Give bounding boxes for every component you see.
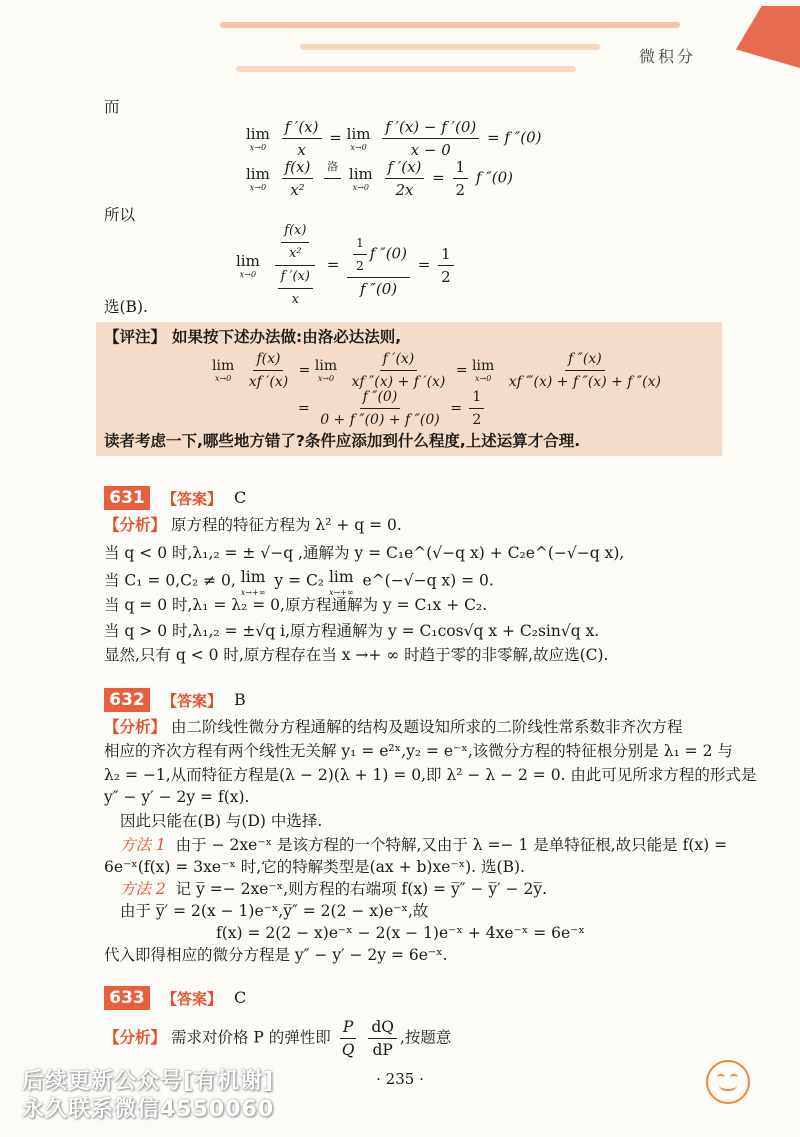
problem-number-632: 632 xyxy=(104,688,150,712)
answer-label: 【答案】 xyxy=(162,990,223,1008)
header-stripe xyxy=(300,44,600,50)
text-choice: 选(B). xyxy=(104,298,148,316)
p631-line-3: 当 C₁ = 0,C₂ ≠ 0, lim x→+∞ y = C₂ lim x→+∞ e^(−√−q x) = 0. xyxy=(104,568,494,597)
text-er: 而 xyxy=(104,98,120,116)
p632-line-10: f(x) = 2(2 − x)e⁻ˣ − 2(x − 1)e⁻ˣ + 4xe⁻ˣ = 6e⁻ˣ xyxy=(216,924,585,942)
p632-line-8: 方法 2 记 y̅ =− 2xe⁻ˣ,则方程的右端项 f(x) = y̅″ − y̅′ − 2y̅. xyxy=(120,880,548,898)
header-stripe xyxy=(220,22,680,28)
equation-2: lim x→0 $\frac{f(x)}{\text{x²}}$ 洛 lim x→0 $\frac{f '(x)}{2x}$ = $\frac{1}{2}$ f ″(0) xyxy=(246,158,514,199)
note-question: 读者考虑一下,哪些地方错了?条件应添加到什么程度,上述运算才合理. xyxy=(104,432,581,450)
smiley-icon xyxy=(706,1060,750,1104)
p631-line-4: 当 q = 0 时,λ₁ = λ₂ = 0,原方程通解为 y = C₁x + C₂. xyxy=(104,596,488,614)
p633-line-1: 【分析】 需求对价格 P 的弹性即 $\frac{P}{Q}$ $\frac{dQ}{dP}$ ,按题意 xyxy=(104,1018,452,1059)
p632-line-5: 因此只能在(B) 与(D) 中选择. xyxy=(120,812,323,830)
p632-line-9: 由于 y̅′ = 2(x − 1)e⁻ˣ,y̅″ = 2(2 − x)e⁻ˣ,故 xyxy=(120,902,429,920)
page-number: · 235 · xyxy=(376,1070,424,1088)
p631-line-6: 显然,只有 q < 0 时,原方程存在当 x →+ ∞ 时趋于零的非零解,故应选(C). xyxy=(104,646,609,664)
problem-number-633: 633 xyxy=(104,986,150,1010)
problem-number-631: 631 xyxy=(104,486,150,510)
p632-line-11: 代入即得相应的微分方程是 y″ − y′ − 2y = 6e⁻ˣ. xyxy=(104,946,448,964)
note-equation-2: = $\frac{f ''(0)}{0 + f ''(0) + f ''(0)}$ = $\frac{1}{2}$ xyxy=(298,388,487,429)
answer-631: C xyxy=(234,488,247,507)
corner-tab xyxy=(736,6,800,68)
p632-line-7: 6e⁻ˣ(f(x) = 3xe⁻ˣ 时,它的特解类型是(ax + b)xe⁻ˣ). 选(B). xyxy=(104,858,525,876)
p632-line-6: 方法 1 由于 − 2xe⁻ˣ 是该方程的一个特解,又由于 λ =− 1 是单特征根,故只能是 f(x) = xyxy=(120,836,728,854)
answer-label: 【答案】 xyxy=(162,490,223,508)
equation-1: lim x→0 $\frac{f '(x)}{x}$ = lim x→0 $\frac{f '(x) - f '(0)}{x - 0}$ = f ″(0) xyxy=(246,118,542,159)
p632-line-3: λ₂ = −1,从而特征方程是(λ − 2)(λ + 1) = 0,即 λ² − λ − 2 = 0. 由此可见所求方程的形式是 xyxy=(104,766,757,784)
p632-line-2: 相应的齐次方程有两个线性无关解 y₁ = e²ˣ,y₂ = e⁻ˣ,该微分方程的特征根分别是 λ₁ = 2 与 xyxy=(104,742,733,760)
text-suoyi: 所以 xyxy=(104,206,136,224)
running-header: 微积分 xyxy=(638,47,696,66)
answer-632: B xyxy=(234,690,246,709)
watermark-line-2: 永久联系微信4550060 xyxy=(22,1097,275,1122)
p631-line-5: 当 q > 0 时,λ₁,₂ = ±√q i,原方程通解为 y = C₁cos√q x + C₂sin√q x. xyxy=(104,622,600,640)
watermark-line-1: 后续更新公众号[有机谢] xyxy=(22,1069,275,1094)
note-equation-1: lim x→0 $\frac{f(x)}{xf '(x)}$ = lim x→0 $\frac{f '(x)}{xf ''(x) + f '(x)}$ = lim x→0 $\frac{f ''(x)}{xf ‴(x) + f ''(x) + f ''(x)}$ xyxy=(212,351,661,390)
answer-label: 【答案】 xyxy=(162,692,223,710)
equation-3: lim x→0 $\frac{\frac{f(x)}{\text{x²}}}{\frac{f '(x)}{x}}$ = $\frac{1}{2}$ f ″(0) f ″(0) = $\frac{1}{2}$ xyxy=(236,222,457,309)
p631-line-2: 当 q < 0 时,λ₁,₂ = ± √−q ,通解为 y = C₁e^(√−q x) + C₂e^(−√−q x), xyxy=(104,544,625,562)
p631-line-1: 【分析】 原方程的特征方程为 λ² + q = 0. xyxy=(104,516,402,534)
p632-line-4: y″ − y′ − 2y = f(x). xyxy=(104,788,250,806)
p632-line-1: 【分析】 由二阶线性微分方程通解的结构及题设知所求的二阶线性常系数非齐次方程 xyxy=(104,718,683,736)
header-stripe xyxy=(236,66,576,72)
note-intro: 【评注】 如果按下述办法做:由洛必达法则, xyxy=(104,328,402,346)
answer-633: C xyxy=(234,988,247,1007)
